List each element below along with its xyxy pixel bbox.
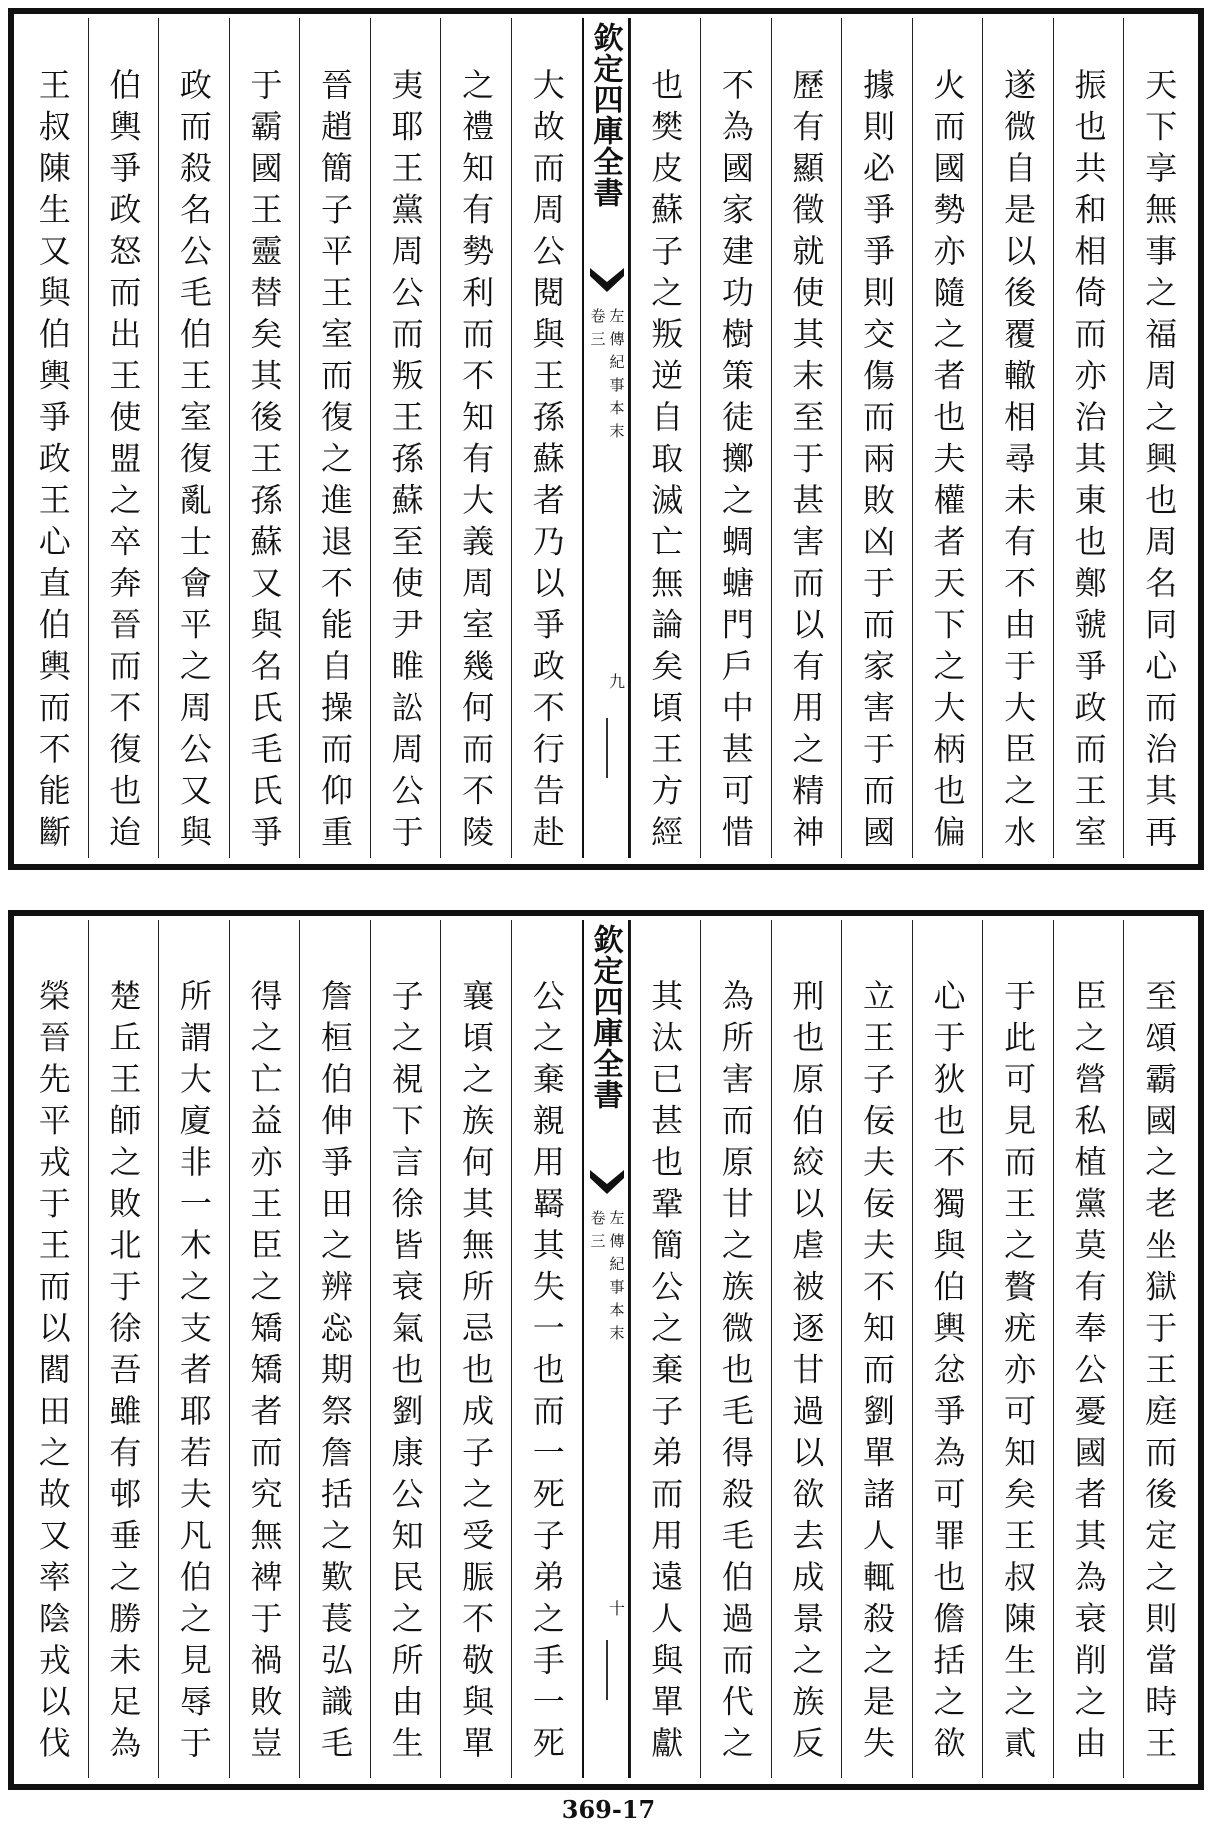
text-column: 大故而周公閱與王孫蘇者乃以爭政不行告赴 bbox=[511, 18, 582, 858]
text-column: 詹桓伯伸爭田之辨惢期祭詹括之歎萇弘識毛 bbox=[299, 920, 370, 1778]
gutter-line bbox=[606, 718, 608, 778]
text-column: 歷有顯徵就使其末至于甚害而以有用之精神 bbox=[771, 18, 842, 858]
text-column: 不為國家建功樹策徒擲之蜩螗門戶中甚可惜 bbox=[700, 18, 771, 858]
text-column: 榮晉先平戎于王而以閻田之故又率陰戎以伐 bbox=[33, 978, 72, 1768]
text-column: 也樊皮蘇子之叛逆自取滅亡無論矣頃王方經 bbox=[630, 18, 701, 858]
text-column: 天下享無事之福周之興也周名同心而治其再 bbox=[1123, 18, 1194, 858]
center-gutter bbox=[582, 18, 630, 858]
text-column: 王叔陳生又與伯輿爭政王心直伯輿而不能斷 bbox=[33, 67, 72, 857]
text-column: 于霸國王靈替矣其後王孫蘇又與名氏毛氏爭 bbox=[229, 18, 300, 858]
page-number: 369-17 bbox=[561, 1795, 656, 1824]
gutter-volume: 卷三 bbox=[588, 1210, 607, 1256]
gutter-title: 欽定四庫全書 bbox=[587, 22, 623, 208]
text-column: 為所害而原甘之族微也毛得殺毛伯過而代之 bbox=[700, 920, 771, 1778]
text-column: 晉趙簡子平王室而復之進退不能自操而仰重 bbox=[299, 18, 370, 858]
gutter-book-title: 左傳紀事本末 bbox=[607, 308, 626, 446]
text-column: 子之視下言徐皆衰氣也劉康公知民之所由生 bbox=[370, 920, 441, 1778]
gutter-page-number: 十 bbox=[606, 1600, 626, 1616]
center-gutter bbox=[582, 920, 630, 1778]
fish-tail-mark-icon bbox=[590, 1170, 624, 1194]
fish-tail-mark-icon bbox=[590, 268, 624, 292]
text-column: 政而殺名公毛伯王室復亂士會平之周公又與 bbox=[158, 18, 229, 858]
gutter-volume: 卷三 bbox=[588, 308, 607, 354]
text-column: 遂微自是以後覆轍相尋未有不由于大臣之水 bbox=[982, 18, 1053, 858]
top-page-frame bbox=[8, 8, 1204, 870]
text-column: 其汰已甚也鞏簡公之棄子弟而用遠人與單獻 bbox=[630, 920, 701, 1778]
text-column: 楚丘王師之敗北于徐吾雖有邨垂之勝未足為 bbox=[88, 920, 159, 1778]
text-column: 刑也原伯絞以虐被逐甘過以欲去成景之族反 bbox=[771, 920, 842, 1778]
text-column: 振也共和相倚而亦治其東也鄭虢爭政而王室 bbox=[1053, 18, 1124, 858]
text-column: 火而國勢亦隨之者也夫權者天下之大柄也偏 bbox=[912, 18, 983, 858]
text-column: 伯輿爭政怒而出王使盟之卒奔晉而不復也迨 bbox=[88, 18, 159, 858]
text-column: 公之棄親用羇其失一也而一死子弟之手一死 bbox=[511, 920, 582, 1778]
bottom-page-frame bbox=[8, 910, 1204, 1790]
gutter-book-title: 左傳紀事本末 bbox=[607, 1210, 626, 1348]
gutter-page-number: 九 bbox=[606, 673, 626, 689]
text-column: 至頌霸國之老坐獄于王庭而後定之則當時王 bbox=[1123, 920, 1194, 1778]
gutter-line bbox=[606, 1640, 608, 1700]
text-column: 臣之營私植黨莫有奉公憂國者其為衰削之由 bbox=[1053, 920, 1124, 1778]
text-column: 于此可見而王之贅疣亦可知矣王叔陳生之貳 bbox=[982, 920, 1053, 1778]
text-column: 得之亡益亦王臣之矯矯者而究無裨于禍敗豈 bbox=[229, 920, 300, 1778]
text-column: 夷耶王黨周公而叛王孫蘇至使尹睢訟周公于 bbox=[370, 18, 441, 858]
gutter-title: 欽定四庫全書 bbox=[587, 924, 623, 1110]
text-column: 心于狄也不獨與伯輿忿爭為可罪也儋括之欲 bbox=[912, 920, 983, 1778]
text-column: 立王子佞夫佞夫不知而劉單諸人輒殺之是失 bbox=[841, 920, 912, 1778]
text-column: 所謂大廈非一木之支者耶若夫凡伯之見辱于 bbox=[158, 920, 229, 1778]
text-column: 之禮知有勢利而不知有大義周室幾何而不陵 bbox=[440, 18, 511, 858]
text-column: 襄頃之族何其無所忌也成子之受脤不敬與單 bbox=[440, 920, 511, 1778]
text-column: 據則必爭爭則交傷而兩敗凶于而家害于而國 bbox=[841, 18, 912, 858]
